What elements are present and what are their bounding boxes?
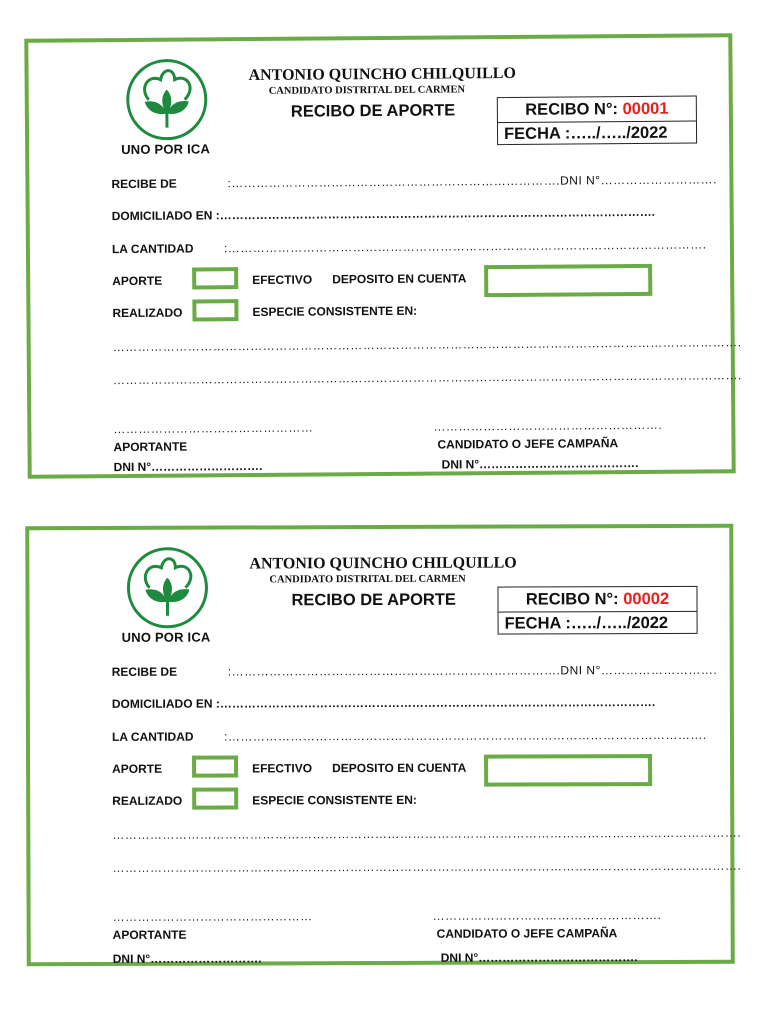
deposito-label: DEPOSITO EN CUENTA — [332, 271, 467, 287]
dni-candidato-field[interactable]: DNI N°…………………………………. — [441, 455, 639, 472]
especie-line-2[interactable]: ……………………………………………………………………………………………………………………………………. — [112, 858, 742, 875]
receipt-number: 00001 — [622, 99, 669, 119]
especie-line-2[interactable]: ……………………………………………………………………………………………………………………………………. — [112, 368, 742, 388]
aportante-label: APORTANTE — [113, 439, 188, 455]
especie-checkbox[interactable] — [192, 787, 238, 809]
candidato-label: CANDIDATO O JEFE CAMPAÑA — [437, 436, 619, 452]
efectivo-label: EFECTIVO — [252, 272, 313, 288]
receipt-number-label: RECIBO N°: — [525, 590, 624, 609]
logo-text: UNO POR ICA — [121, 629, 211, 645]
realizado-label: REALIZADO — [112, 305, 183, 321]
receipt-number-row — [498, 587, 696, 613]
cantidad-label: LA CANTIDAD — [111, 241, 194, 257]
especie-label: ESPECIE CONSISTENTE EN: — [252, 303, 418, 320]
receipt-number-box — [497, 586, 697, 635]
especie-line-1[interactable]: ……………………………………………………………………………………………………………………………………. — [112, 335, 742, 355]
deposito-account-input[interactable] — [484, 264, 652, 297]
dni-aportante-field[interactable]: DNI N°………………………. — [112, 951, 262, 966]
recibe-de-field[interactable]: :…………………………………………………………………….DNI N°………………………. — [227, 172, 717, 191]
recibe-de-label: RECIBE DE — [111, 176, 177, 192]
signature-line-candidato[interactable]: ………………………………………………. — [433, 417, 663, 434]
cantidad-field[interactable]: :……………………………………………………………………………………………………. — [223, 727, 707, 744]
date-field[interactable]: FECHA :…../…../2022 — [504, 613, 669, 633]
candidate-subtitle: CANDIDATO DISTRITAL DEL CARMEN — [268, 84, 466, 97]
receipt-number-row — [498, 97, 696, 124]
signature-line-candidato[interactable]: ………………………………………………. — [432, 908, 662, 923]
realizado-label: REALIZADO — [112, 793, 183, 808]
receipt-title: RECIBO DE APORTE — [290, 101, 456, 121]
signature-line-aportante[interactable]: ………………………………………… — [113, 420, 314, 437]
efectivo-checkbox[interactable] — [192, 755, 238, 777]
receipt-number: 00002 — [623, 589, 670, 609]
especie-label: ESPECIE CONSISTENTE EN: — [252, 792, 417, 808]
cotton-plant-icon — [125, 546, 209, 630]
receipt-number-label: RECIBO N°: — [525, 100, 623, 119]
candidate-name: ANTONIO QUINCHO CHILQUILLO — [249, 554, 517, 573]
especie-line-1[interactable]: ……………………………………………………………………………………………………………………………………. — [112, 825, 742, 842]
dni-candidato-field[interactable]: DNI N°…………………………………. — [440, 950, 638, 965]
efectivo-label: EFECTIVO — [252, 761, 313, 776]
recibe-de-label: RECIBE DE — [111, 664, 178, 679]
aporte-label: APORTE — [112, 273, 163, 289]
date-field[interactable]: FECHA :…../…../2022 — [503, 123, 668, 144]
receipt-1 — [24, 33, 742, 479]
deposito-account-input[interactable] — [484, 754, 652, 787]
domiciliado-field[interactable]: DOMICILIADO EN :………………………………………………………………………………………………. — [111, 695, 656, 711]
aportante-label: APORTANTE — [112, 927, 187, 942]
candidate-name: ANTONIO QUINCHO CHILQUILLO — [248, 64, 516, 85]
receipt-2 — [25, 524, 742, 966]
candidate-subtitle: CANDIDATO DISTRITAL DEL CARMEN — [269, 573, 466, 586]
recibe-de-field[interactable]: :…………………………………………………………………….DNI N°………………………. — [227, 662, 718, 679]
receipt-number-box — [497, 96, 697, 146]
efectivo-checkbox[interactable] — [192, 267, 238, 289]
cotton-plant-icon — [124, 57, 209, 142]
especie-checkbox[interactable] — [192, 299, 238, 321]
domiciliado-field[interactable]: DOMICILIADO EN :………………………………………………………………………………………………. — [111, 204, 656, 224]
cantidad-label: LA CANTIDAD — [111, 729, 194, 744]
cantidad-field[interactable]: :……………………………………………………………………………………………………. — [223, 237, 707, 256]
receipt-title: RECIBO DE APORTE — [291, 590, 456, 610]
signature-line-aportante[interactable]: ………………………………………… — [112, 909, 313, 924]
dni-aportante-field[interactable]: DNI N°………………………. — [113, 458, 263, 475]
candidato-label: CANDIDATO O JEFE CAMPAÑA — [436, 926, 618, 941]
deposito-label: DEPOSITO EN CUENTA — [332, 760, 467, 776]
logo-text: UNO POR ICA — [121, 141, 211, 158]
aporte-label: APORTE — [112, 761, 163, 776]
